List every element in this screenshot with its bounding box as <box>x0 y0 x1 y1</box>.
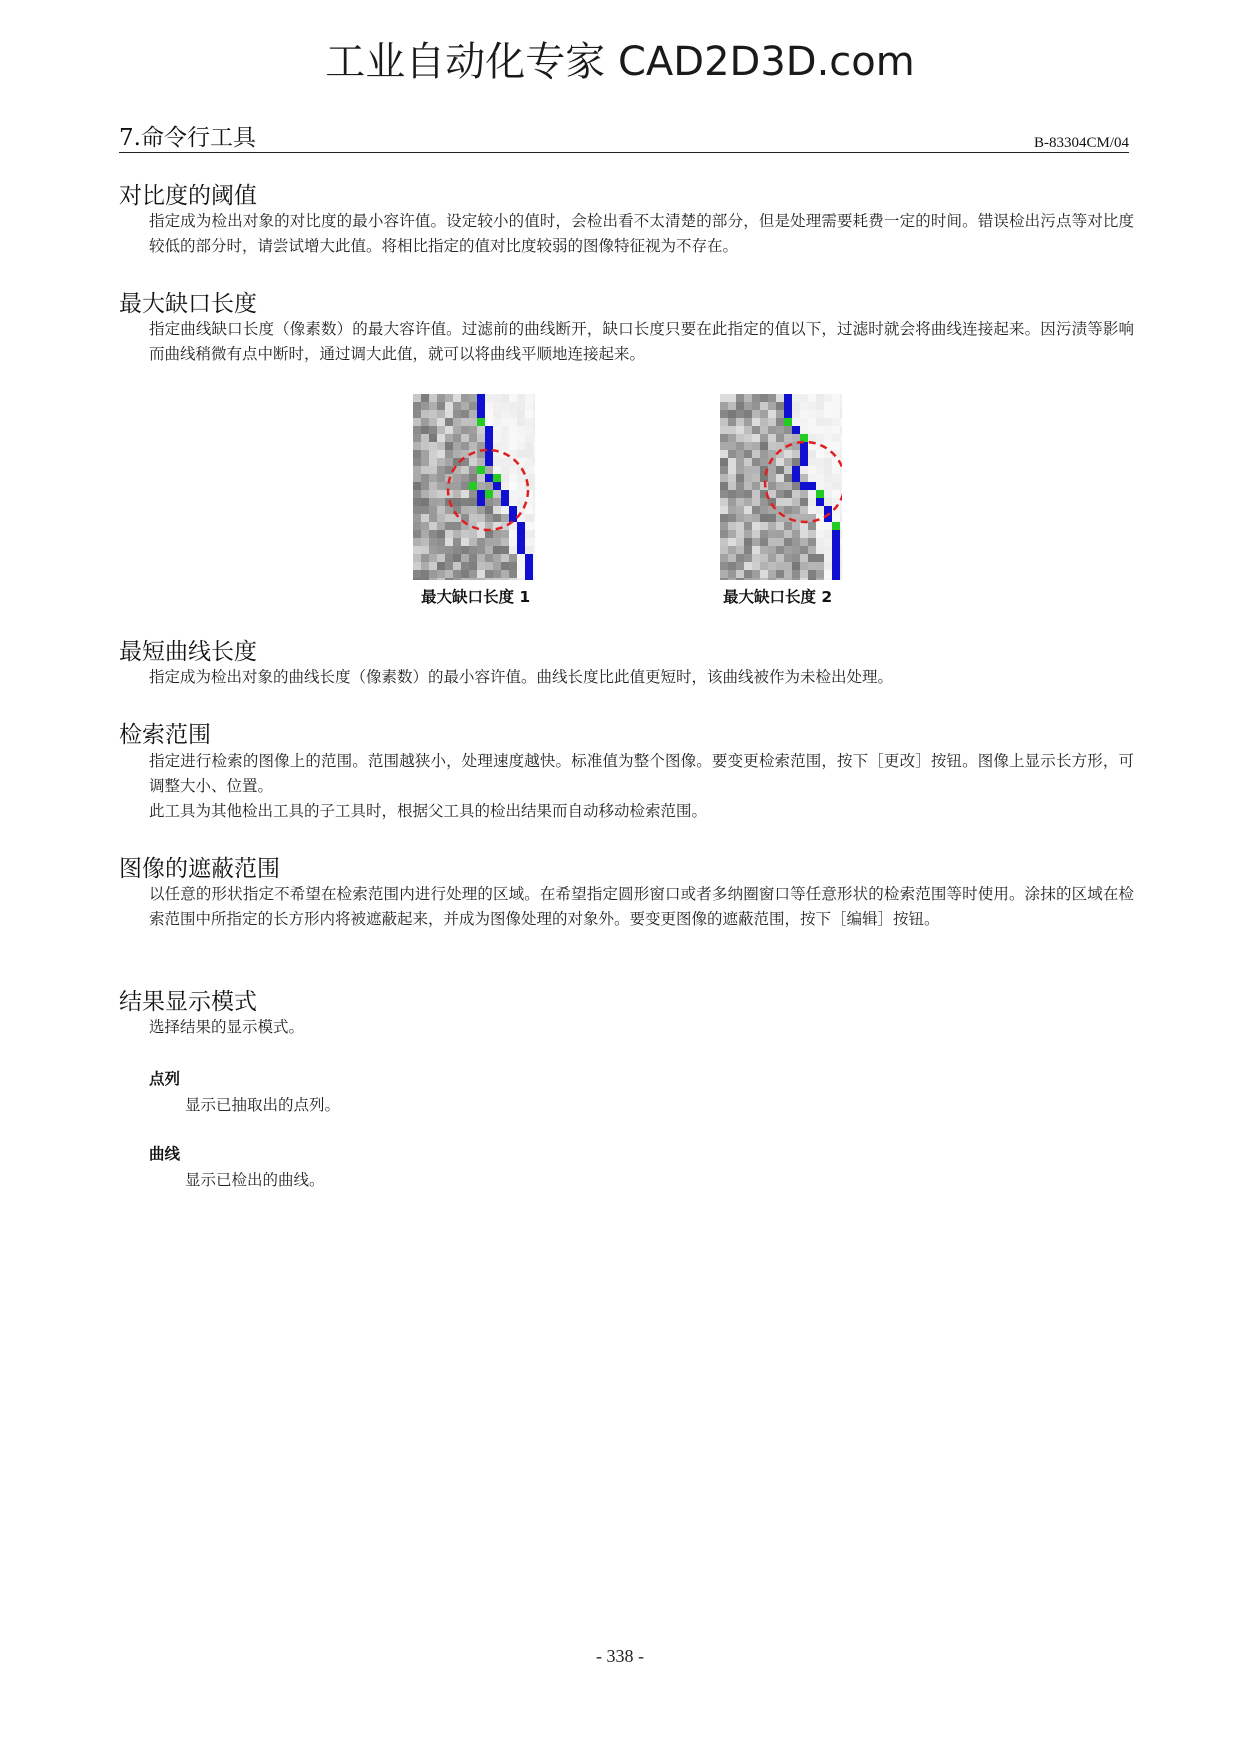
curve-pixel <box>800 450 808 458</box>
section-heading-search-range: 检索范围 <box>119 722 211 748</box>
curve-pixel <box>800 458 808 466</box>
curve-pixel <box>525 554 533 562</box>
curve-pixel <box>493 482 501 490</box>
curve-pixel <box>525 578 533 580</box>
curve-pixel <box>517 538 525 546</box>
curve-pixel <box>800 434 808 442</box>
curve-pixel <box>469 482 477 490</box>
option-desc-curve: 显示已检出的曲线。 <box>185 1171 325 1189</box>
curve-pixel <box>832 538 840 546</box>
curve-pixel <box>800 482 808 490</box>
curve-pixel <box>832 522 840 530</box>
curve-pixel <box>485 490 493 498</box>
curve-pixel <box>792 466 800 474</box>
section-heading-min-curve-length: 最短曲线长度 <box>119 639 257 665</box>
section-body-result-display-mode: 选择结果的显示模式。 <box>149 1018 305 1036</box>
curve-pixel <box>485 458 493 466</box>
curve-pixel <box>525 562 533 570</box>
curve-pixel <box>816 498 824 506</box>
curve-pixel <box>501 490 509 498</box>
section-heading-contrast-threshold: 对比度的阈值 <box>119 183 257 209</box>
section-heading-max-gap-length: 最大缺口长度 <box>119 291 257 317</box>
curve-pixel <box>784 394 792 402</box>
curve-pixel <box>792 474 800 482</box>
curve-pixel <box>485 434 493 442</box>
option-label-curve: 曲线 <box>149 1145 181 1163</box>
curve-pixel <box>485 426 493 434</box>
curve-pixel <box>517 530 525 538</box>
section-body-search-range: 指定进行检索的图像上的范围。范围越狭小，处理速度越快。标准值为整个图像。要变更检索范围，按下［更改］按钮。图像上显示长方形，可调整大小、位置。 <box>149 752 1134 795</box>
curve-pixel <box>477 498 485 506</box>
figure-max-gap-2 <box>720 394 842 580</box>
section-heading-mask-range: 图像的遮蔽范围 <box>119 856 280 882</box>
curve-pixel <box>509 514 517 522</box>
section-body-max-gap-length: 指定曲线缺口长度（像素数）的最大容许值。过滤前的曲线断开，缺口长度只要在此指定的值以下，过滤时就会将曲线连接起来。因污渍等影响而曲线稍微有点中断时，通过调大此值，就可以将曲线平顺地连接起来。 <box>149 320 1134 363</box>
curve-pixel <box>477 410 485 418</box>
section-body-mask-range: 以任意的形状指定不希望在检索范围内进行处理的区域。在希望指定圆形窗口或者多纳圈窗口等任意形状的检索范围等时使用。涂抹的区域在检索范围中所指定的长方形内将被遮蔽起来，并成为图像处理的对象外。要变更图像的遮蔽范围，按下［编辑］按钮。 <box>149 885 1134 928</box>
option-desc-point-list: 显示已抽取出的点列。 <box>185 1096 341 1114</box>
figure-caption-2: 最大缺口长度 2 <box>723 588 833 606</box>
chapter-title: 7.命令行工具 <box>119 125 256 151</box>
curve-pixel <box>832 554 840 562</box>
section-body-search-range-2: 此工具为其他检出工具的子工具时，根据父工具的检出结果而自动移动检索范围。 <box>149 802 708 820</box>
curve-pixel <box>832 530 840 538</box>
curve-pixel <box>509 506 517 514</box>
curve-pixel <box>784 418 792 426</box>
curve-pixel <box>832 570 840 578</box>
curve-pixel <box>824 506 832 514</box>
site-title: 工业自动化专家 CAD2D3D.com <box>325 39 915 85</box>
page-header <box>119 124 1129 153</box>
section-body-contrast-threshold: 指定成为检出对象的对比度的最小容许值。设定较小的值时，会检出看不太清楚的部分，但是处理需要耗费一定的时间。错误检出污点等对比度较低的部分时，请尝试增大此值。将相比指定的值对比度较弱的图像特征视为不存在。 <box>149 212 1134 255</box>
curve-pixel <box>477 418 485 426</box>
curve-pixel <box>477 394 485 402</box>
figure-max-gap-1 <box>413 394 535 580</box>
curve-pixel <box>493 474 501 482</box>
curve-pixel <box>792 426 800 434</box>
option-label-point-list: 点列 <box>149 1070 181 1088</box>
curve-pixel <box>525 570 533 578</box>
curve-pixel <box>784 410 792 418</box>
figure-max-gap-1-image <box>413 394 535 580</box>
page-number: - 338 - <box>596 1646 644 1666</box>
curve-pixel <box>832 578 840 580</box>
curve-pixel <box>517 522 525 530</box>
figure-caption-1: 最大缺口长度 1 <box>421 588 531 606</box>
curve-pixel <box>808 482 816 490</box>
curve-pixel <box>501 498 509 506</box>
curve-pixel <box>784 402 792 410</box>
curve-pixel <box>477 466 485 474</box>
curve-pixel <box>832 546 840 554</box>
document-number: B-83304CM/04 <box>1033 135 1129 151</box>
section-body-min-curve-length: 指定成为检出对象的曲线长度（像素数）的最小容许值。曲线长度比此值更短时，该曲线被作为未检出处理。 <box>149 668 894 686</box>
curve-pixel <box>816 490 824 498</box>
curve-pixel <box>517 546 525 554</box>
figure-max-gap-2-image <box>720 394 842 580</box>
curve-pixel <box>485 474 493 482</box>
section-heading-result-display-mode: 结果显示模式 <box>119 989 257 1015</box>
curve-pixel <box>477 402 485 410</box>
grayscale-background <box>720 394 842 580</box>
curve-pixel <box>477 490 485 498</box>
curve-pixel <box>832 562 840 570</box>
